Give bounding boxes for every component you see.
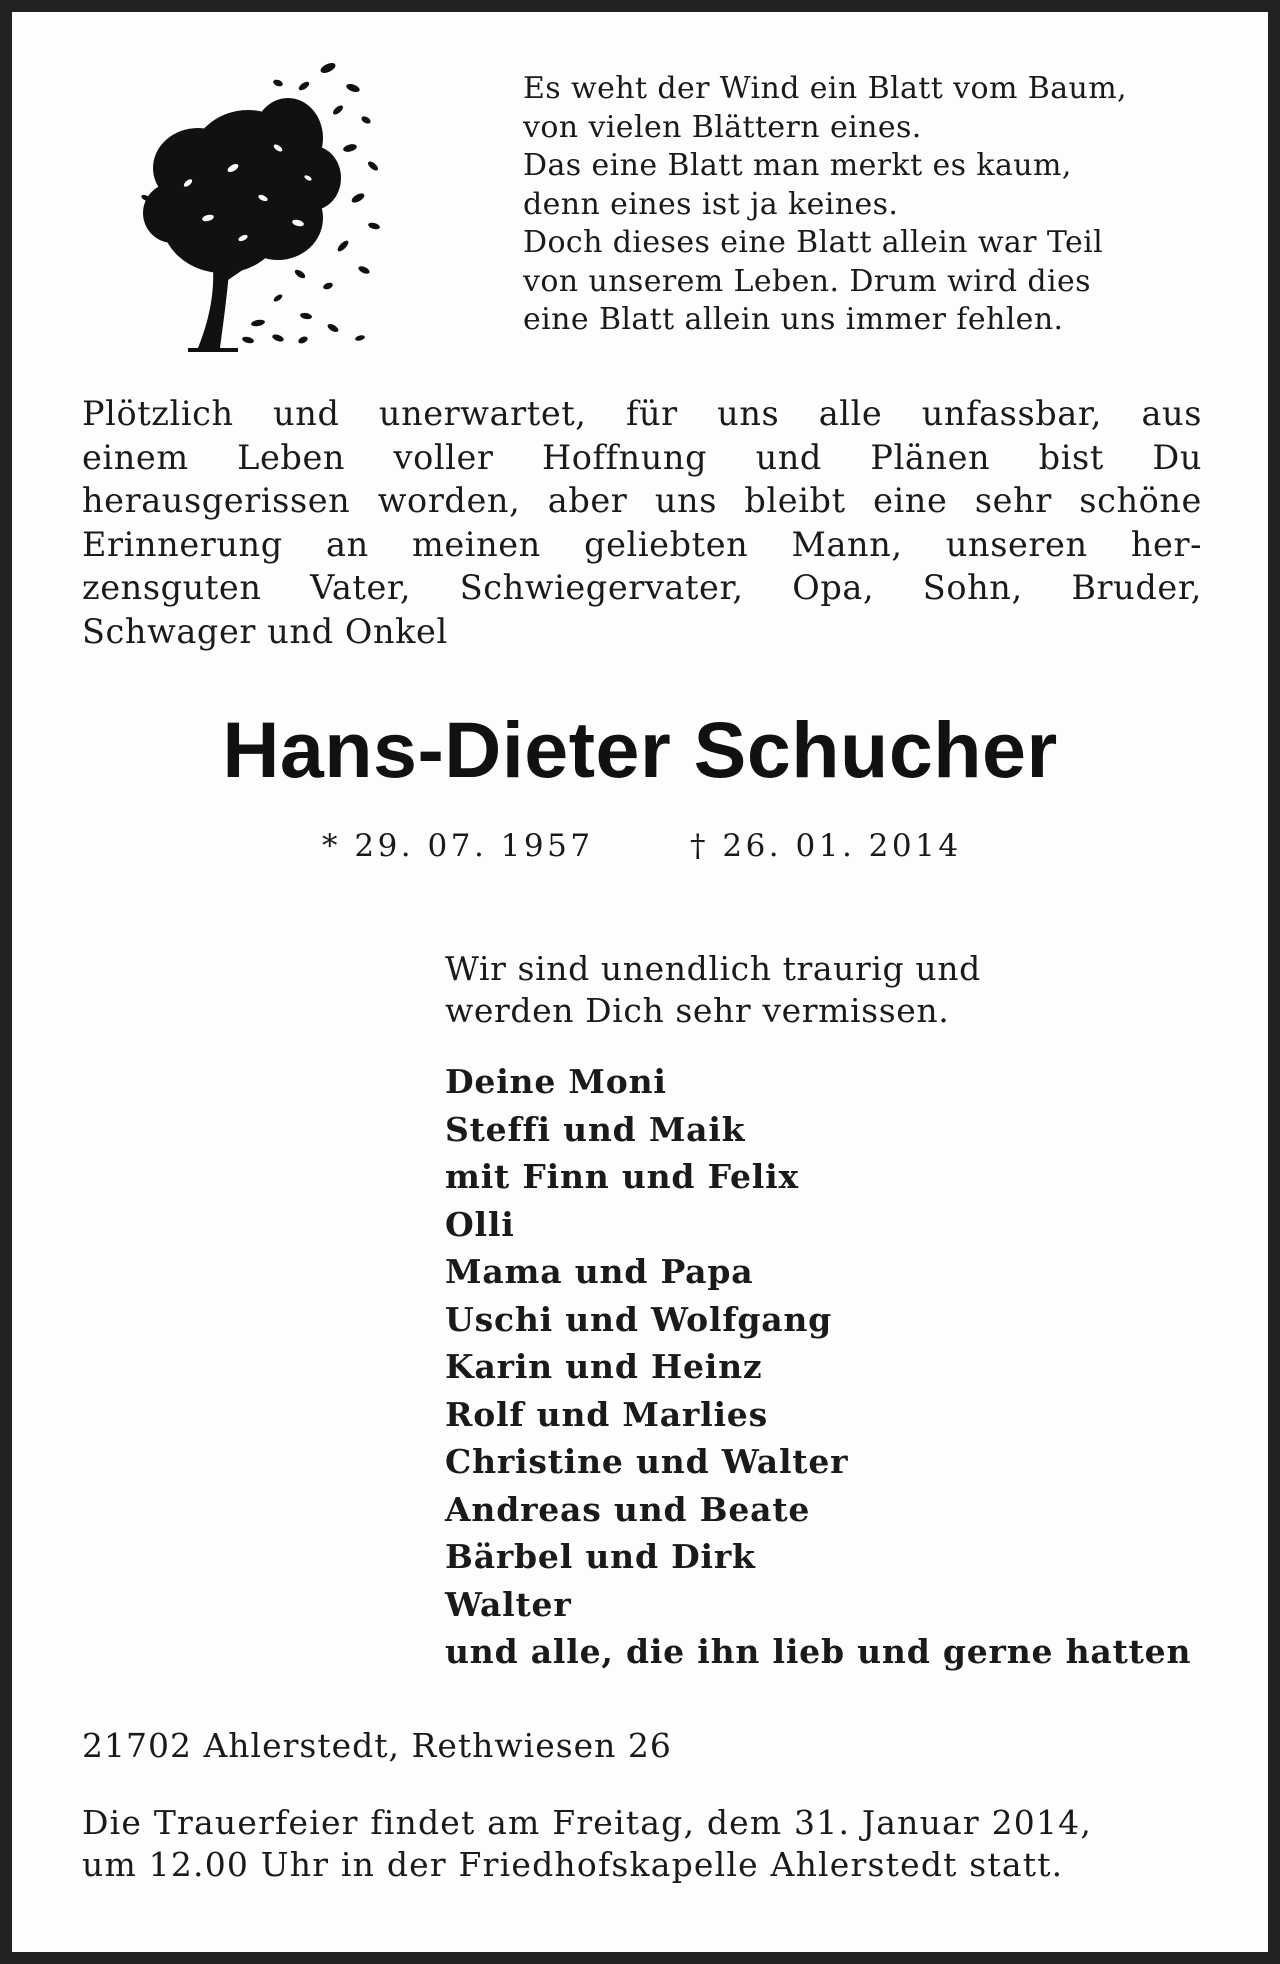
- poem: [523, 70, 1223, 340]
- birth-date: * 29. 07. 1957: [322, 828, 594, 864]
- mourner: Mama und Papa: [445, 1252, 754, 1291]
- service-line: Die Trauerfeier findet am Freitag, dem 31. Januar 2014,: [82, 1803, 1093, 1842]
- poem-line: von vielen Blättern eines.: [523, 109, 922, 145]
- mourner: Karin und Heinz: [445, 1347, 763, 1386]
- mourner: Uschi und Wolfgang: [445, 1299, 833, 1339]
- poem-line: Das eine Blatt man merkt es kaum,: [523, 148, 1072, 183]
- poem-line: Es weht der Wind ein Blatt vom Baum,: [523, 71, 1127, 106]
- mourner: Christine und Walter: [445, 1442, 849, 1481]
- intro-line: Plötzlich und unerwartet, für uns alle unfassbar, aus: [82, 394, 1202, 433]
- intro-line: herausgerissen worden, aber uns bleibt eine sehr schöne: [82, 481, 1202, 520]
- intro-line: zensguten Vater, Schwiegervater, Opa, Sohn, Bruder,: [82, 568, 1202, 607]
- grief-line: werden Dich sehr vermissen.: [445, 991, 950, 1030]
- poem-line: eine Blatt allein uns immer fehlen.: [523, 302, 1064, 337]
- mourner: Andreas und Beate: [445, 1489, 811, 1529]
- mourner: Olli: [445, 1204, 515, 1244]
- mourner: mit Finn und Felix: [445, 1157, 799, 1196]
- intro-line: Erinnerung an meinen geliebten Mann, unseren her-: [82, 524, 1202, 564]
- deceased-name: Hans-Dieter Schucher: [222, 705, 1058, 794]
- mourner: Rolf und Marlies: [445, 1394, 768, 1434]
- death-date: † 26. 01. 2014: [690, 828, 962, 864]
- mourner: Deine Moni: [445, 1062, 667, 1101]
- intro-line: einem Leben voller Hoffnung und Plänen bist Du: [82, 437, 1202, 477]
- mourner: Bärbel und Dirk: [445, 1537, 756, 1576]
- mourners-list: [445, 1058, 1191, 1676]
- poem-line: Doch dieses eine Blatt allein war Teil: [523, 225, 1104, 260]
- poem-line: denn eines ist ja keines.: [523, 186, 899, 222]
- windblown-tree-icon: [128, 48, 388, 358]
- family-address: 21702 Ahlerstedt, Rethwiesen 26: [82, 1726, 672, 1765]
- intro-paragraph: [82, 392, 1202, 653]
- mourner: Steffi und Maik: [445, 1109, 746, 1149]
- grief-statement: [445, 948, 981, 1032]
- mourner: Walter: [445, 1584, 572, 1624]
- mourner: und alle, die ihn lieb und gerne hatten: [445, 1632, 1192, 1671]
- funeral-service-info: [82, 1802, 1092, 1886]
- service-line: um 12.00 Uhr in der Friedhofskapelle Ahlerstedt statt.: [82, 1845, 1064, 1884]
- grief-line: Wir sind unendlich traurig und: [445, 949, 981, 988]
- intro-line: Schwager und Onkel: [82, 611, 448, 651]
- poem-line: von unserem Leben. Drum wird dies: [523, 263, 1091, 299]
